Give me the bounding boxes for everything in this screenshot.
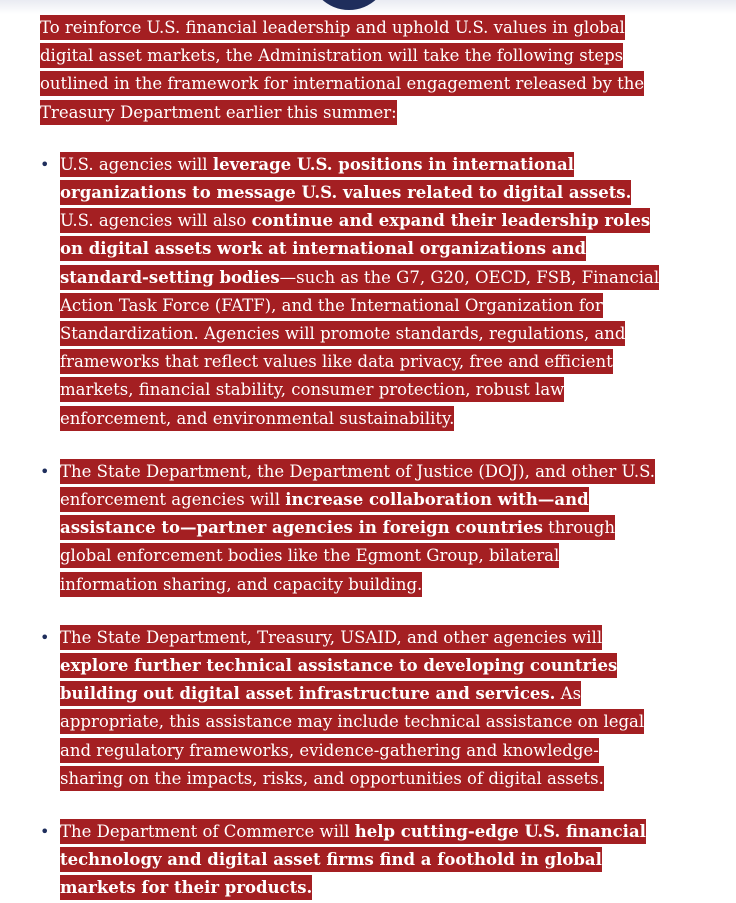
bullet-icon: • [40, 627, 50, 647]
intro-paragraph [40, 14, 660, 127]
list-item: • The State Department, the Department of Justice (DOJ), and other U.S. enforcement agencies will increase collaboration with—and assistance to—partner agencies in foreign countries through global enforcement bodies like the Egmont Group, bilateral information sharing, and capacity building. [40, 458, 660, 599]
intro-text: To reinforce U.S. financial leadership and uphold U.S. values in global digital asset markets, the Administration will take the following steps outlined in the framework for international engagement released by the Treasury Department earlier this summer: [40, 15, 644, 125]
bullet-icon: • [40, 461, 50, 481]
list-item: • The Department of Commerce will help cutting-edge U.S. financial technology and digital asset firms find a foothold in global markets for their products. [40, 818, 660, 903]
list-item: • U.S. agencies will leverage U.S. positions in international organizations to message U.S. values related to digital assets. U.S. agencies will also continue and expand their leadership roles on digital assets work at international organizations and standard-setting bodies—such as the G7, G20, OECD, FSB, Financial Action Task Force (FATF), and the International Organization for Standardization. Agencies will promote standards, regulations, and frameworks that reflect values like data privacy, free and efficient markets, financial stability, consumer protection, robust law enforcement, and environmental sustainability. [40, 151, 660, 433]
bullet-icon: • [40, 822, 50, 842]
article-body [40, 14, 670, 903]
list-item: • The State Department, Treasury, USAID, and other agencies will explore further technical assistance to developing countries building out digital asset infrastructure and services. As appropriate, this assistance may include technical assistance on legal and regulatory frameworks, evidence-gathering and knowledge-sharing on the impacts, risks, and opportunities of digital assets. [40, 624, 660, 793]
bullet-icon: • [40, 154, 50, 174]
steps-list [40, 151, 670, 903]
